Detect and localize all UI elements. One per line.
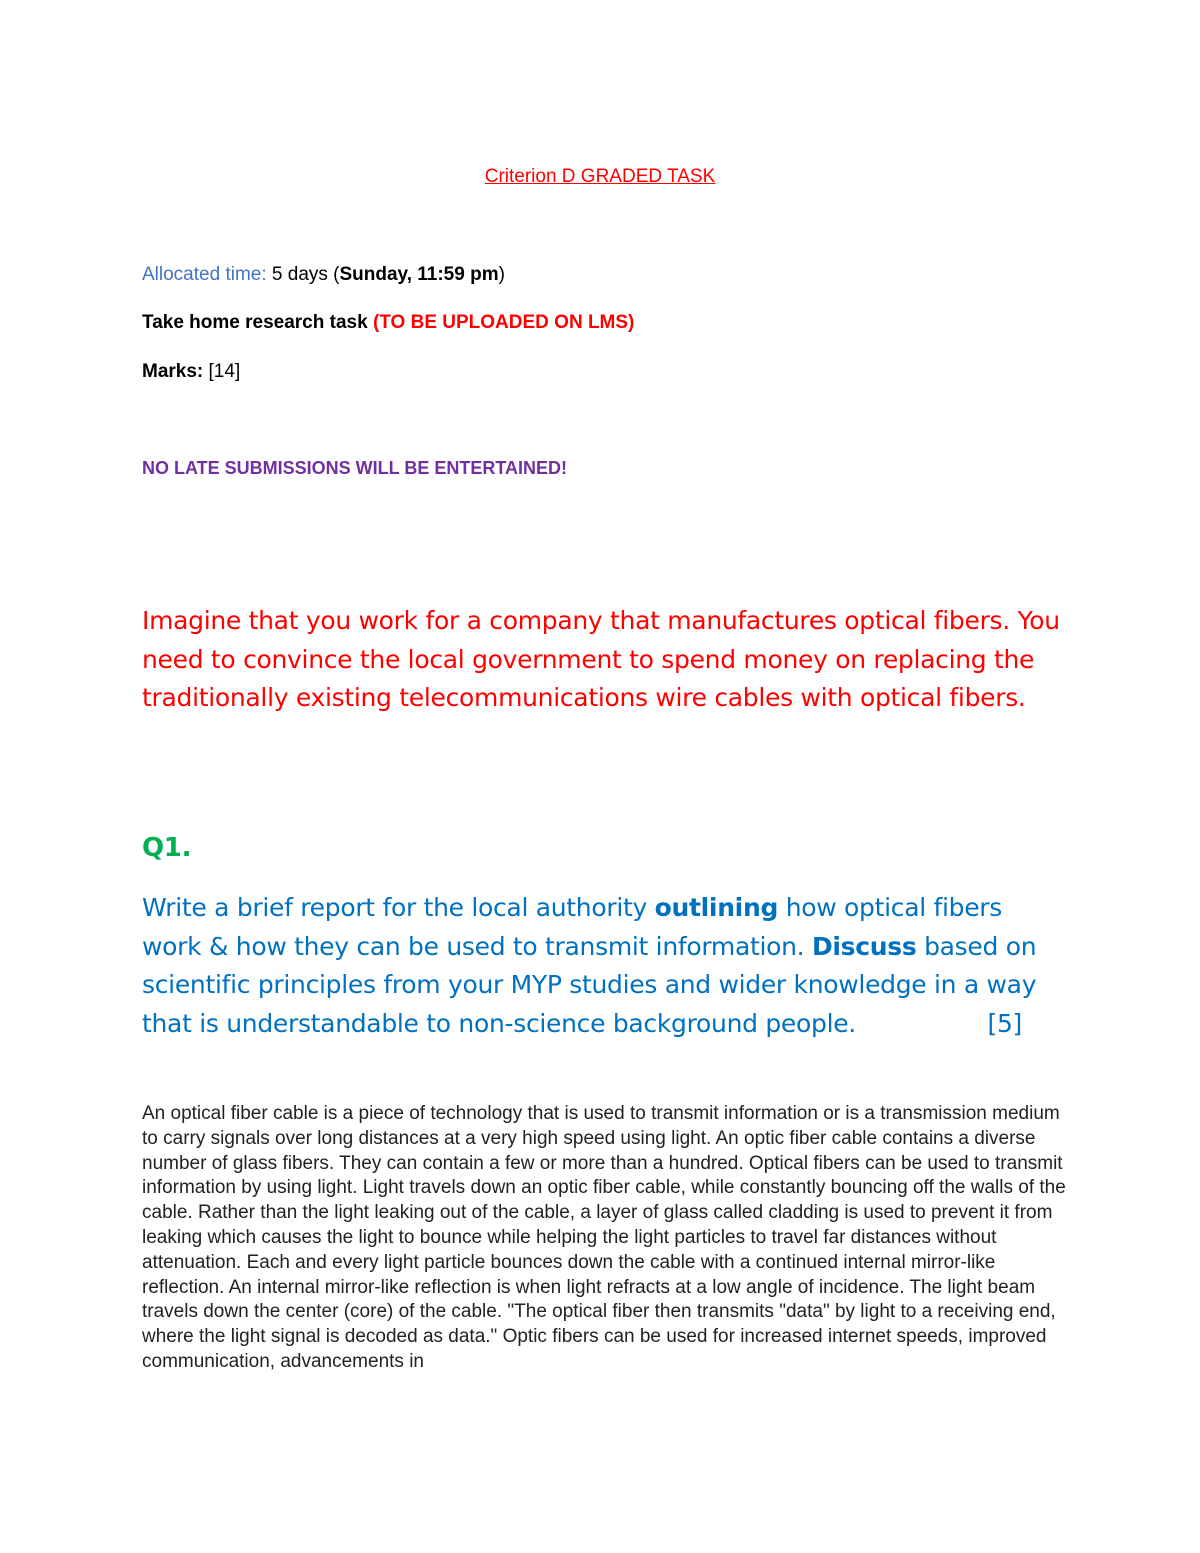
keyword-outlining: outlining [654, 893, 779, 922]
question-text [142, 889, 1062, 1043]
allocated-time-value: 5 days ( [266, 264, 340, 285]
marks-value: [14] [203, 361, 241, 382]
allocated-time-label: Allocated time: [142, 264, 267, 285]
upload-note: (TO BE UPLOADED ON LMS) [372, 312, 635, 333]
allocated-time-close: ) [498, 264, 505, 285]
keyword-discuss: Discuss [811, 931, 917, 961]
question-marks: [5] [987, 1008, 1022, 1038]
question-part-2: how optical fibers work & how they can be used to transmit information. [142, 893, 1003, 961]
task-type-label: Take home research task [142, 312, 373, 333]
scenario-text: Imagine that you work for a company that manufactures optical fibers. You need to convince the local government to spend money on replacing the traditionally existing telecommunications wire cables with optical fibers. [142, 606, 1060, 712]
question-part-1: Write a brief report for the local authority [142, 893, 655, 922]
late-submission-warning: NO LATE SUBMISSIONS WILL BE ENTERTAINED! [142, 458, 568, 478]
answer-paragraph: An optical fiber cable is a piece of technology that is used to transmit information or is a transmission medium to carry signals over long distances at a very high speed using light. An optic fiber cable contains a diverse number of glass fibers. They can contain a few or more than a hundred. Optical fibers can be used to transmit information by using light. Light travels down an optic fiber cable, while constantly bouncing off the walls of the cable. Rather than the light leaking out of the cable, a layer of glass called cladding is used to prevent it from leaking which causes the light to bounce while helping the light particles to travel far distances without attenuation. Each and every light particle bounces down the cable with a continued internal mirror-like reflection. An internal mirror-like reflection is when light refracts at a low angle of incidence. The light beam travels down the center (core) of the cable. "The optical fiber then transmits "data" by light to a receiving end, where the light signal is decoded as data." Optic fibers can be used for increased internet speeds, improved communication, advancements in [142, 1103, 1066, 1372]
marks-line [142, 361, 240, 383]
task-type-line [142, 312, 634, 334]
deadline: Sunday, 11:59 pm [339, 264, 499, 285]
marks-label: Marks: [142, 361, 204, 382]
question-part-3: based on scientific principles from your MYP studies and wider knowledge in a way that is understandable to non-science background people. [142, 931, 1037, 1038]
page-title: Criterion D GRADED TASK [484, 166, 716, 187]
question-number: Q1. [142, 833, 192, 863]
allocated-time-line [142, 264, 505, 286]
